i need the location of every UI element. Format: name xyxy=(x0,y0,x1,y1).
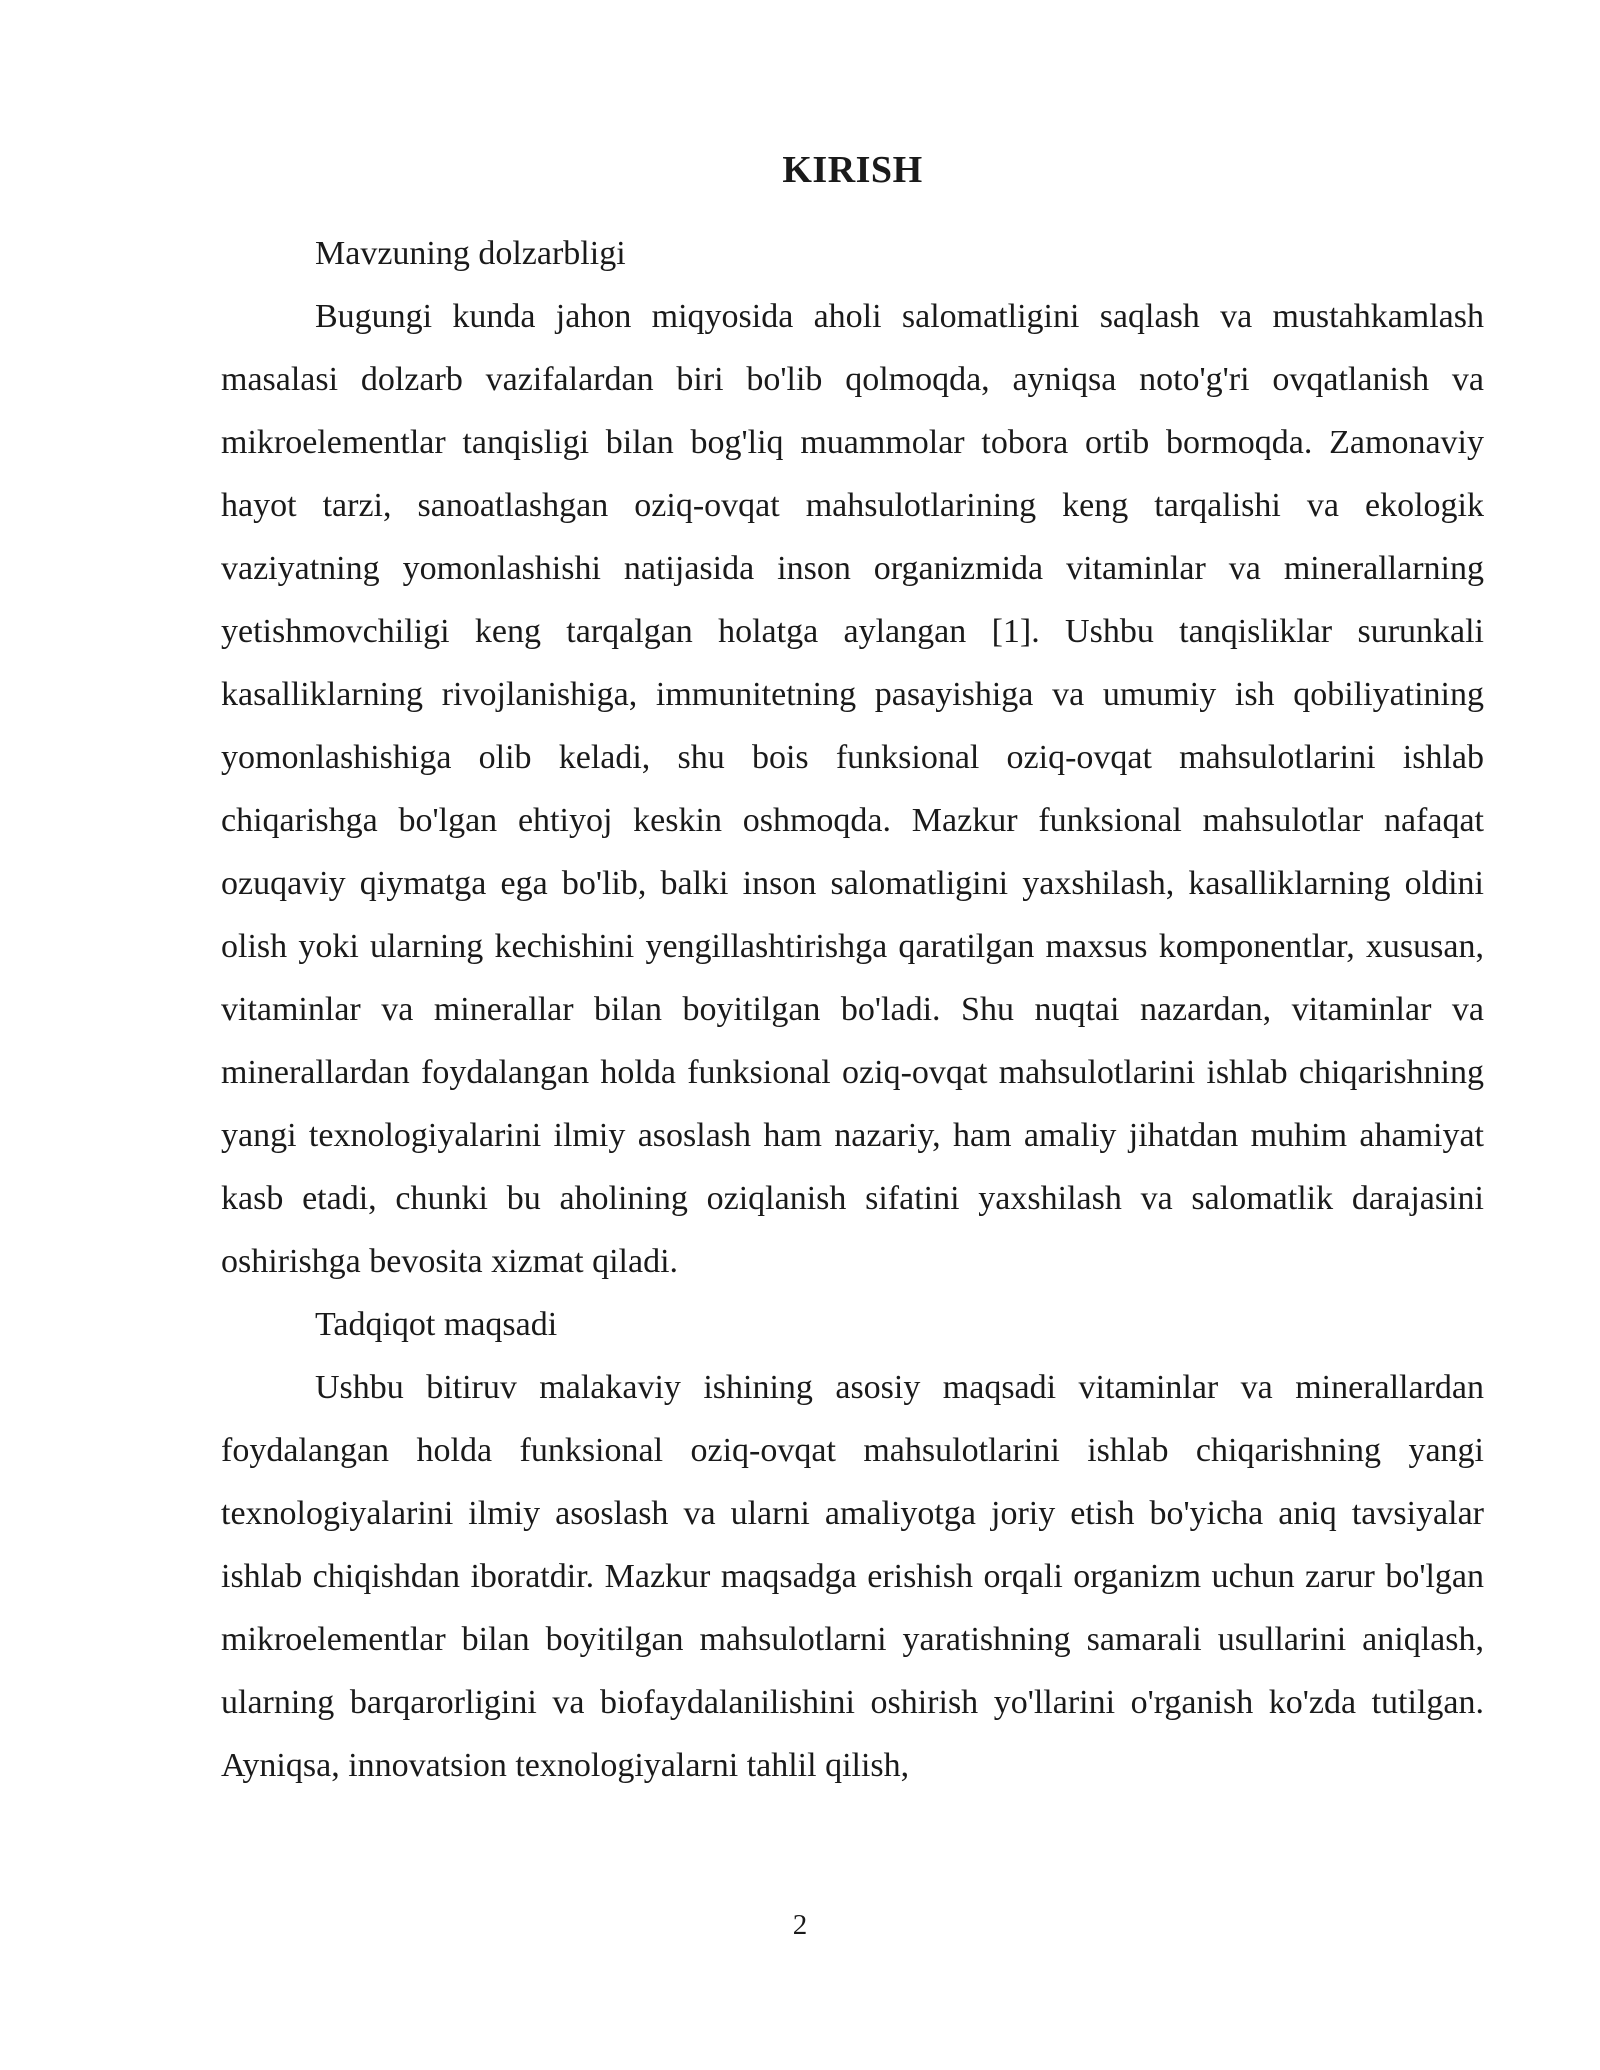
page-title: KIRISH xyxy=(782,149,923,191)
page-content xyxy=(221,140,1484,1797)
section-heading-relevance: Mavzuning dolzarbligi xyxy=(315,235,626,272)
paragraph-goal: Ushbu bitiruv malakaviy ishining asosiy maqsadi vitaminlar va minerallardan foydalangan holda funksional oziq-ovqat mahsulotlarini ishlab chiqarishning yangi texnologiyalarini ilmiy asoslash va ularni amaliyotga joriy etish bo'yicha aniq tavsiyalar ishlab chiqishdan iboratdir. Mazkur maqsadga erishish orqali organizm uchun zarur bo'lgan mikroelementlar bilan boyitilgan mahsulotlarni yaratishning samarali usullarini aniqlash, ularning barqarorligini va biofaydalanilishini oshirish yo'llarini o'rganish ko'zda tutilgan. Ayniqsa, innovatsion texnologiyalarni tahlil qilish, xyxy=(221,1369,1484,1784)
page-number: 2 xyxy=(792,1909,808,1941)
section-heading-goal: Tadqiqot maqsadi xyxy=(315,1306,558,1343)
paragraph-relevance: Bugungi kunda jahon miqyosida aholi salomatligini saqlash va mustahkamlash masalasi dolzarb vazifalardan biri bo'lib qolmoqda, ayniqsa noto'g'ri ovqatlanish va mikroelementlar tanqisligi bilan bog'liq muammolar tobora ortib bormoqda. Zamonaviy hayot tarzi, sanoatlashgan oziq-ovqat mahsulotlarining keng tarqalishi va ekologik vaziyatning yomonlashishi natijasida inson organizmida vitaminlar va minerallarning yetishmovchiligi keng tarqalgan holatga aylangan [1]. Ushbu tanqisliklar surunkali kasalliklarning rivojlanishiga, immunitetning pasayishiga va umumiy ish qobiliyatining yomonlashishiga olib keladi, shu bois funksional oziq-ovqat mahsulotlarini ishlab chiqarishga bo'lgan ehtiyoj keskin oshmoqda. Mazkur funksional mahsulotlar nafaqat ozuqaviy qiymatga ega bo'lib, balki inson salomatligini yaxshilash, kasalliklarning oldini olish yoki ularning kechishini yengillashtirishga qaratilgan maxsus komponentlar, xususan, vitaminlar va minerallar bilan boyitilgan bo'ladi. Shu nuqtai nazardan, vitaminlar va minerallardan foydalangan holda funksional oziq-ovqat mahsulotlarini ishlab chiqarishning yangi texnologiyalarini ilmiy asoslash ham nazariy, ham amaliy jihatdan muhim ahamiyat kasb etadi, chunki bu aholining oziqlanish sifatini yaxshilash va salomatlik darajasini oshirishga bevosita xizmat qiladi. xyxy=(221,298,1484,1280)
